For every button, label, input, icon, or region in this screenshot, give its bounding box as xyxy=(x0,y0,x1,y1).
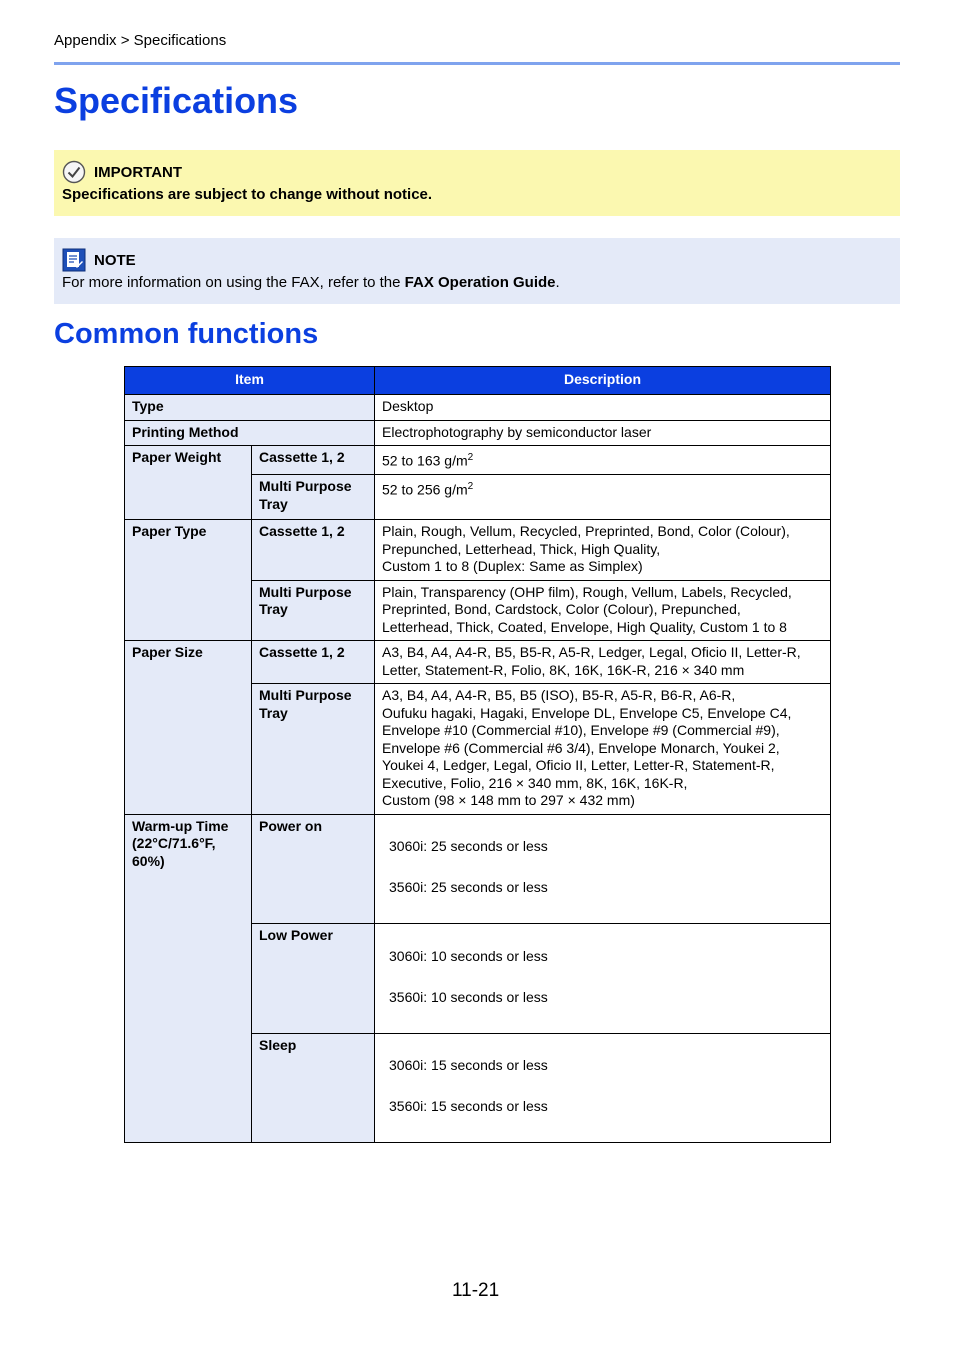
note-text-after: . xyxy=(555,274,560,291)
power-on-3560i: 3560i: 25 seconds or less xyxy=(389,879,548,896)
row-value-printing-method: Electrophotography by semiconductor laser xyxy=(375,420,831,446)
row-label-type: Type xyxy=(125,395,375,421)
sub-label-multi-purpose-tray: Multi Purpose Tray xyxy=(252,684,375,815)
superscript-2: 2 xyxy=(467,481,474,493)
note-guide-name: FAX Operation Guide xyxy=(404,274,556,291)
note-text-before: For more information on using the FAX, refer to the xyxy=(62,274,405,291)
section-title: Common functions xyxy=(54,318,319,350)
header-description: Description xyxy=(375,367,831,395)
row-label-paper-type: Paper Type xyxy=(125,520,252,641)
note-icon xyxy=(62,248,86,272)
paper-type-mpt-value: Plain, Transparency (OHP film), Rough, Vellum, Labels, Recycled, Preprinted, Bond, Cardstock, Color (Colour), Prepunched, Letterhead, Thick, Coated, Envelope, High Quality, Custom 1 to 8 xyxy=(375,580,831,641)
warm-up-sleep-value xyxy=(375,1033,831,1143)
superscript-2: 2 xyxy=(467,452,474,463)
sub-label-cassette: Cassette 1, 2 xyxy=(252,446,375,475)
sub-label-low-power: Low Power xyxy=(252,924,375,1034)
important-label: IMPORTANT xyxy=(94,163,183,181)
note-callout xyxy=(54,238,900,304)
paper-size-cassette-value: A3, B4, A4, A4-R, B5, B5-R, A5-R, Ledger, Legal, Oficio II, Letter-R, Letter, Statement-R, Folio, 8K, 16K, 16K-R, 216 × 340 mm xyxy=(375,641,831,684)
important-text: Specifications are subject to change without notice. xyxy=(62,186,433,203)
row-label-paper-size: Paper Size xyxy=(125,641,252,815)
warm-up-power-on-value xyxy=(375,814,831,924)
header-item: Item xyxy=(125,367,375,395)
check-circle-icon xyxy=(62,160,86,184)
note-label: NOTE xyxy=(94,251,136,269)
warm-up-low-power-value xyxy=(375,924,831,1034)
sleep-3060i: 3060i: 15 seconds or less xyxy=(389,1057,548,1074)
power-on-3060i: 3060i: 25 seconds or less xyxy=(389,838,548,855)
table-row xyxy=(125,814,831,924)
page-title: Specifications xyxy=(54,80,299,121)
row-label-printing-method: Printing Method xyxy=(125,420,375,446)
table-row xyxy=(125,395,831,421)
important-callout xyxy=(54,150,900,216)
sub-label-cassette: Cassette 1, 2 xyxy=(252,520,375,581)
low-power-3060i: 3060i: 10 seconds or less xyxy=(389,947,548,964)
paper-weight-mpt-value xyxy=(375,475,831,520)
sub-label-cassette: Cassette 1, 2 xyxy=(252,641,375,684)
sub-label-sleep: Sleep xyxy=(252,1033,375,1143)
specifications-table xyxy=(124,366,831,1143)
row-value-type: Desktop xyxy=(375,395,831,421)
low-power-3560i: 3560i: 10 seconds or less xyxy=(389,988,548,1005)
breadcrumb: Appendix > Specifications xyxy=(54,32,227,49)
important-header xyxy=(62,160,892,184)
note-text xyxy=(62,274,892,291)
sub-label-multi-purpose-tray: Multi Purpose Tray xyxy=(252,580,375,641)
table-row xyxy=(125,641,831,684)
table-row xyxy=(125,420,831,446)
row-label-warm-up-time: Warm-up Time (22°C/71.6°F, 60%) xyxy=(125,814,252,1143)
paper-weight-mpt-text: 52 to 256 g/m xyxy=(382,481,468,498)
table-row xyxy=(125,520,831,581)
paper-type-cassette-value: Plain, Rough, Vellum, Recycled, Preprinted, Bond, Color (Colour), Prepunched, Letterhead, Thick, High Quality, Custom 1 to 8 (Duplex: Same as Simplex) xyxy=(375,520,831,581)
paper-size-mpt-value: A3, B4, A4, A4-R, B5, B5 (ISO), B5-R, A5-R, B6-R, A6-R, Oufuku hagaki, Hagaki, Envelope DL, Envelope C5, Envelope C4, Envelope #10 (Commercial #10), Envelope #9 (Commercial #9), Envelope #6 (Commercial #6 3/4), Envelope Monarch, Youkei 2, Youkei 4, Ledger, Legal, Oficio II, Letter, Letter-R, Statement-R, Executive, Folio, 216 × 340 mm, 8K, 16K, 16K-R, Custom (98 × 148 mm to 297 × 432 mm) xyxy=(375,684,831,815)
header-rule xyxy=(54,62,900,65)
sub-label-power-on: Power on xyxy=(252,814,375,924)
sleep-3560i: 3560i: 15 seconds or less xyxy=(389,1098,548,1115)
sub-label-multi-purpose-tray: Multi Purpose Tray xyxy=(252,475,375,520)
page-number: 11-21 xyxy=(452,1280,500,1301)
paper-weight-cassette-text: 52 to 163 g/m xyxy=(382,452,468,469)
table-row xyxy=(125,446,831,475)
note-header xyxy=(62,248,892,272)
paper-weight-cassette-value xyxy=(375,446,831,475)
row-label-paper-weight: Paper Weight xyxy=(125,446,252,520)
table-header-row xyxy=(125,367,831,395)
